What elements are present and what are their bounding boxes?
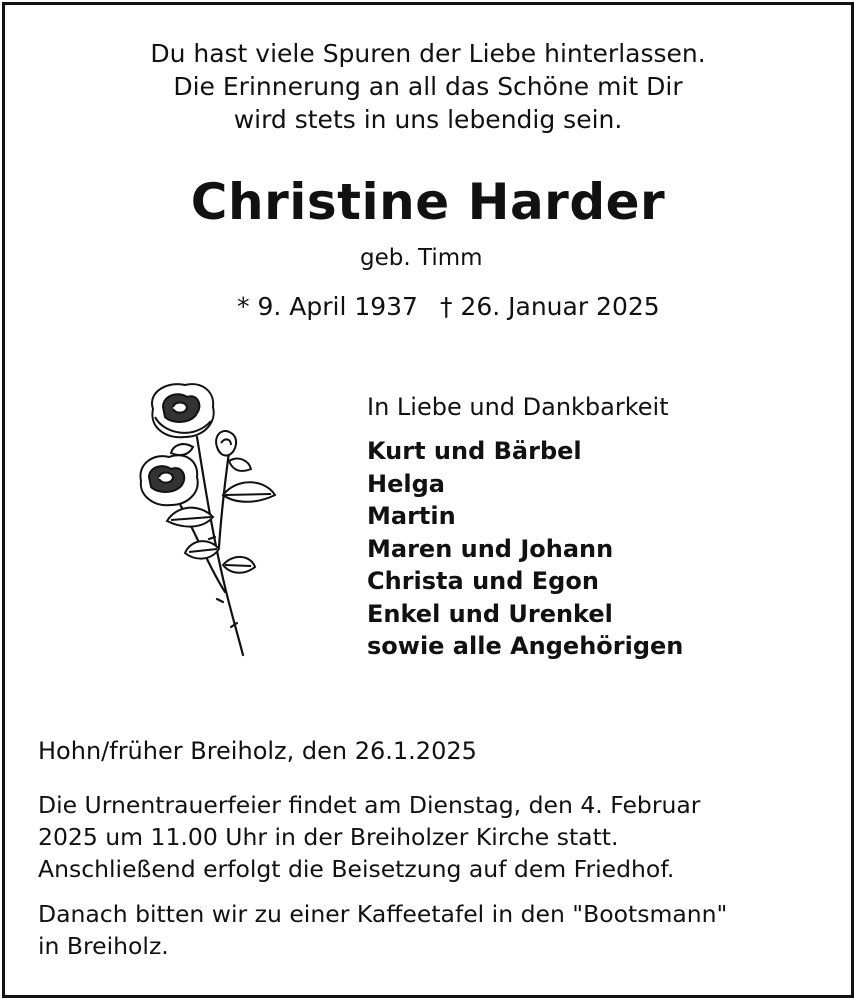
- mourner-item: Enkel und Urenkel: [367, 599, 613, 628]
- death-date: † 26. Januar 2025: [439, 292, 660, 321]
- poem-line: Die Erinnerung an all das Schöne mit Dir: [173, 72, 683, 101]
- service-line: Die Urnentrauerfeier findet am Dienstag, den 4. Februar: [38, 791, 701, 819]
- mourner-item: Helga: [367, 469, 445, 498]
- mourner-item: Christa und Egon: [367, 567, 599, 595]
- poem-line: wird stets in uns lebendig sein.: [233, 105, 623, 134]
- deceased-name: Christine Harder: [190, 173, 666, 231]
- reception-line: in Breiholz.: [38, 932, 169, 960]
- mourner-item: Kurt und Bärbel: [367, 437, 582, 465]
- reception-line: Danach bitten wir zu einer Kaffeetafel in den "Bootsmann": [38, 900, 728, 928]
- memorial-poem: [5, 37, 851, 136]
- mourner-item: sowie alle Angehörigen: [367, 632, 684, 660]
- reception-info: [38, 898, 727, 962]
- thanks-line: In Liebe und Dankbarkeit: [367, 393, 669, 421]
- rose-icon: [133, 377, 281, 662]
- mourners-list: [367, 435, 683, 663]
- service-line: 2025 um 11.00 Uhr in der Breiholzer Kirche statt.: [38, 823, 619, 851]
- birth-date: * 9. April 1937: [237, 292, 418, 321]
- maiden-name: geb. Timm: [360, 245, 483, 271]
- life-dates: [237, 292, 660, 321]
- mourner-item: Maren und Johann: [367, 534, 614, 563]
- poem-line: Du hast viele Spuren der Liebe hinterlassen.: [150, 39, 706, 68]
- obituary-notice: [2, 2, 854, 998]
- service-info: [38, 789, 700, 885]
- service-line: Anschließend erfolgt die Beisetzung auf dem Friedhof.: [38, 855, 675, 883]
- mourner-item: Martin: [367, 502, 456, 530]
- place-date: Hohn/früher Breiholz, den 26.1.2025: [38, 737, 477, 765]
